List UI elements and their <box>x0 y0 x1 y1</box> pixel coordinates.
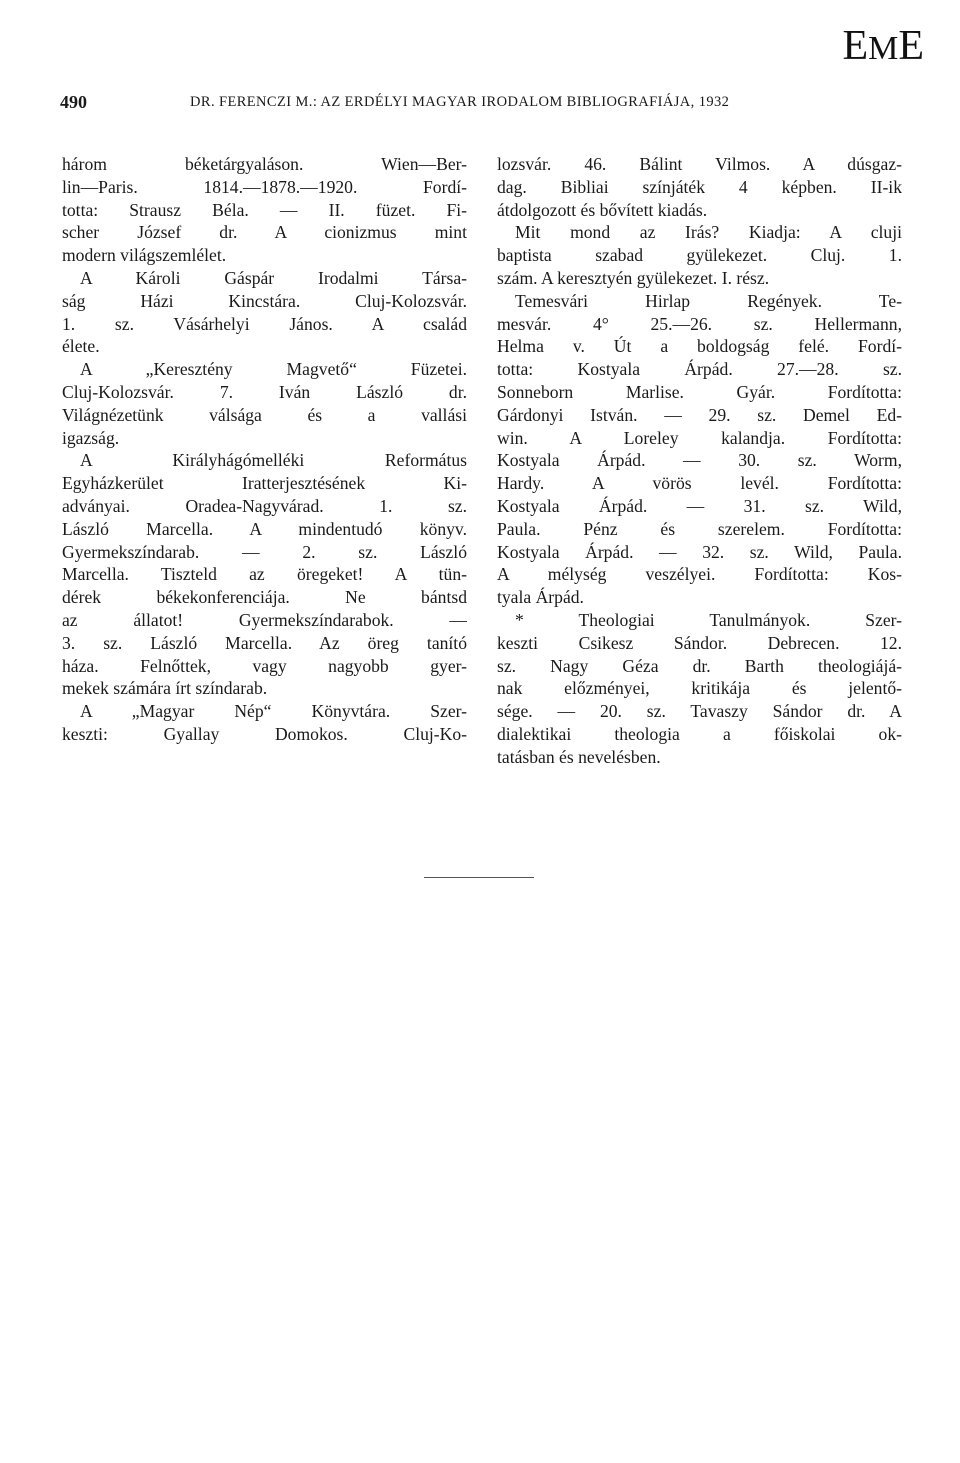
text-line: az állatot! Gyermekszíndarabok. — <box>62 609 467 630</box>
text-line: 1. sz. Vásárhelyi János. A család <box>62 313 467 334</box>
text-line: Helma v. Út a boldogság felé. Fordí- <box>497 336 902 357</box>
text-line: totta: Kostyala Árpád. 27.—28. sz. <box>497 359 902 380</box>
running-title: DR. FERENCZI M.: AZ ERDÉLYI MAGYAR IRODALOM BIBLIOGRAFIÁJA, 1932 <box>190 94 730 110</box>
text-line: win. A Loreley kalandja. Fordította: <box>497 427 902 448</box>
page-number: 490 <box>60 92 87 112</box>
logo-letter-e1: E <box>842 23 869 69</box>
text-line: dialektikai theologia a főiskolai ok- <box>497 723 902 744</box>
text-line: A „Magyar Nép“ Könyvtára. Szer- <box>80 701 467 722</box>
text-line: Marcella. Tiszteld az öregeket! A tün- <box>62 564 467 585</box>
text-line: Világnézetünk válsága és a vallási <box>62 404 467 425</box>
text-line: A Károli Gáspár Irodalmi Társa- <box>80 267 467 288</box>
text-line: Paula. Pénz és szerelem. Fordította: <box>497 518 902 539</box>
logo-letter-m: M <box>868 30 899 67</box>
text-line: tyala Árpád. <box>497 587 584 608</box>
text-line: mekek számára írt színdarab. <box>62 678 268 699</box>
text-line: László Marcella. A mindentudó könyv. <box>62 518 467 539</box>
text-line: Kostyala Árpád. — 30. sz. Worm, <box>497 450 902 471</box>
page-header <box>60 92 900 116</box>
text-line: élete. <box>62 336 100 357</box>
text-line: tatásban és nevelésben. <box>497 746 661 767</box>
text-line: háza. Felnőttek, vagy nagyobb gyer- <box>62 655 467 676</box>
text-line: ság Házi Kincstára. Cluj-Kolozsvár. <box>62 290 467 311</box>
text-line: átdolgozott és bővített kiadás. <box>497 199 708 220</box>
text-line: három béketárgyaláson. Wien—Ber- <box>62 154 467 174</box>
text-line: Egyházkerület Iratterjesztésének Ki- <box>62 473 467 494</box>
text-line: sége. — 20. sz. Tavaszy Sándor dr. A <box>497 701 902 722</box>
text-line: totta: Strausz Béla. — II. füzet. Fi- <box>62 199 467 220</box>
text-line: Hardy. A vörös levél. Fordította: <box>497 473 902 494</box>
text-line: baptista szabad gyülekezet. Cluj. 1. <box>497 245 902 266</box>
text-line: scher József dr. A cionizmus mint <box>62 222 467 243</box>
text-line: dérek békekonferenciája. Ne bántsd <box>62 587 467 608</box>
text-line: * Theologiai Tanulmányok. Szer- <box>515 609 902 630</box>
text-line: A Királyhágómelléki Református <box>80 450 467 471</box>
text-line: keszti: Gyallay Domokos. Cluj-Ko- <box>62 723 467 744</box>
text-line: mesvár. 4° 25.—26. sz. Hellermann, <box>497 313 902 334</box>
text-line: 3. sz. László Marcella. Az öreg tanító <box>62 632 467 653</box>
text-line: lozsvár. 46. Bálint Vilmos. A dúsgaz- <box>497 154 902 174</box>
text-line: nak előzményei, kritikája és jelentő- <box>497 678 902 699</box>
text-line: modern világszemlélet. <box>62 245 227 266</box>
text-line: sz. Nagy Géza dr. Barth theologiájá- <box>497 655 902 676</box>
text-line: Temesvári Hirlap Regények. Te- <box>515 290 902 311</box>
footer-rule <box>424 877 534 878</box>
left-column <box>62 153 467 746</box>
text-line: Mit mond az Irás? Kiadja: A cluji <box>515 222 902 243</box>
text-line: igazság. <box>62 427 120 448</box>
right-column <box>497 153 902 769</box>
text-line: Kostyala Árpád. — 32. sz. Wild, Paula. <box>497 541 902 562</box>
text-line: Sonneborn Marlise. Gyár. Fordította: <box>497 381 902 402</box>
text-line: Cluj-Kolozsvár. 7. Iván László dr. <box>62 381 467 402</box>
text-line: adványai. Oradea-Nagyvárad. 1. sz. <box>62 495 467 516</box>
logo-letter-e2: E <box>898 23 924 69</box>
text-line: Kostyala Árpád. — 31. sz. Wild, <box>497 495 902 516</box>
text-line: dag. Bibliai színjáték 4 képben. II-ik <box>497 176 902 197</box>
text-line: A „Keresztény Magvető“ Füzetei. <box>80 359 467 380</box>
text-line: lin—Paris. 1814.—1878.—1920. Fordí- <box>62 176 467 197</box>
text-line: szám. A keresztyén gyülekezet. I. rész. <box>497 267 770 288</box>
text-line: Gárdonyi István. — 29. sz. Demel Ed- <box>497 404 902 425</box>
text-line: Gyermekszíndarab. — 2. sz. László <box>62 541 467 562</box>
text-line: keszti Csikesz Sándor. Debrecen. 12. <box>497 632 902 653</box>
publisher-logo <box>842 22 924 70</box>
text-line: A mélység veszélyei. Fordította: Kos- <box>497 564 902 585</box>
